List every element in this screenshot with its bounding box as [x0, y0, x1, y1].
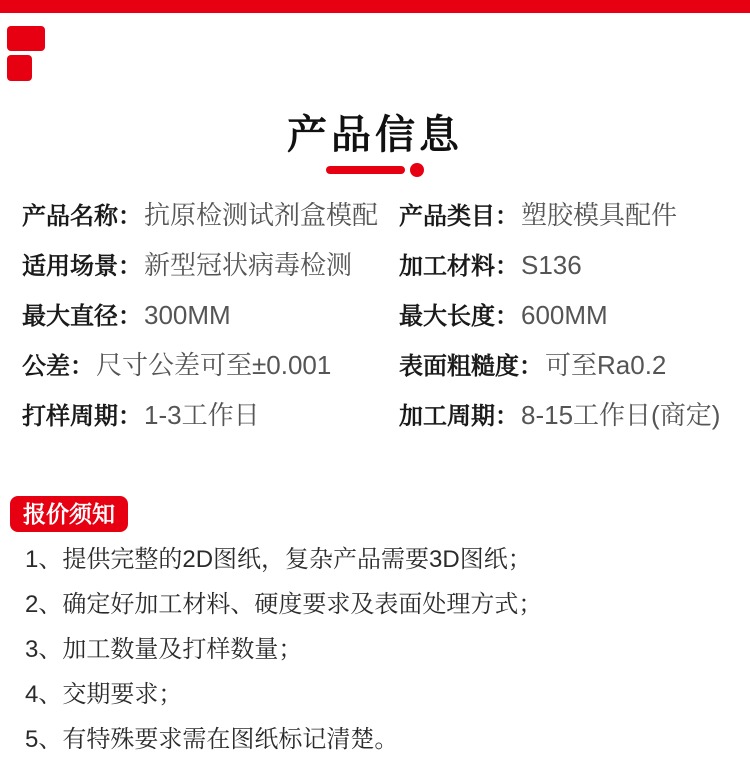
title-underline-dot — [410, 163, 424, 177]
notice-item-5: 5、有特殊要求需在图纸标记清楚。 — [25, 726, 399, 753]
spec-label: 最大直径： — [22, 302, 142, 330]
spec-label: 表面粗糙度： — [399, 352, 543, 380]
spec-cell-tolerance — [22, 345, 399, 382]
spec-value: 塑胶模具配件 — [521, 199, 678, 230]
spec-row-1 — [0, 188, 750, 238]
spec-label: 产品名称： — [22, 202, 142, 230]
page-title: 产品信息 — [287, 113, 463, 157]
spec-label: 公差： — [22, 352, 94, 380]
spec-label: 产品类目： — [399, 202, 519, 230]
spec-value: 抗原检测试剂盒模配 — [144, 199, 379, 230]
spec-row-3 — [0, 288, 750, 338]
notice-item-2: 2、确定好加工材料、硬度要求及表面处理方式； — [25, 591, 543, 618]
spec-value: 新型冠状病毒检测 — [144, 249, 353, 280]
spec-value: 300MM — [144, 299, 231, 330]
spec-value: 可至Ra0.2 — [545, 349, 667, 380]
top-left-red-tab-large — [7, 26, 45, 51]
spec-cell-sample-cycle — [22, 395, 399, 432]
top-left-red-tab-small — [7, 55, 32, 81]
notice-badge: 报价须知 — [10, 496, 128, 532]
spec-label: 最大长度： — [399, 302, 519, 330]
spec-row-4 — [0, 338, 750, 388]
spec-cell-material — [399, 246, 750, 281]
spec-value: S136 — [521, 249, 582, 280]
spec-value: 600MM — [521, 299, 608, 330]
spec-row-5 — [0, 388, 750, 438]
spec-cell-processing-cycle — [399, 395, 750, 432]
notice-item-3: 3、加工数量及打样数量； — [25, 636, 303, 663]
spec-cell-product-name — [22, 195, 399, 232]
spec-value: 1-3工作日 — [144, 399, 260, 430]
title-underline-line — [326, 166, 405, 174]
spec-row-2 — [0, 238, 750, 288]
spec-table — [0, 188, 750, 438]
spec-value: 尺寸公差可至±0.001 — [96, 349, 332, 380]
title-underline — [0, 162, 750, 177]
spec-label: 适用场景： — [22, 252, 142, 280]
spec-cell-max-diameter — [22, 296, 399, 331]
spec-cell-product-category — [399, 195, 750, 232]
top-red-bar — [0, 0, 750, 13]
spec-label: 加工周期： — [399, 402, 519, 430]
spec-label: 加工材料： — [399, 252, 519, 280]
notice-list — [25, 545, 542, 764]
spec-cell-use-scene — [22, 245, 399, 282]
spec-cell-max-length — [399, 296, 750, 331]
spec-cell-surface-roughness — [399, 345, 750, 382]
spec-label: 打样周期： — [22, 402, 142, 430]
notice-item-4: 4、交期要求； — [25, 681, 183, 708]
spec-value: 8-15工作日(商定) — [521, 399, 721, 430]
notice-item-1: 1、提供完整的2D图纸，复杂产品需要3D图纸； — [25, 546, 532, 573]
